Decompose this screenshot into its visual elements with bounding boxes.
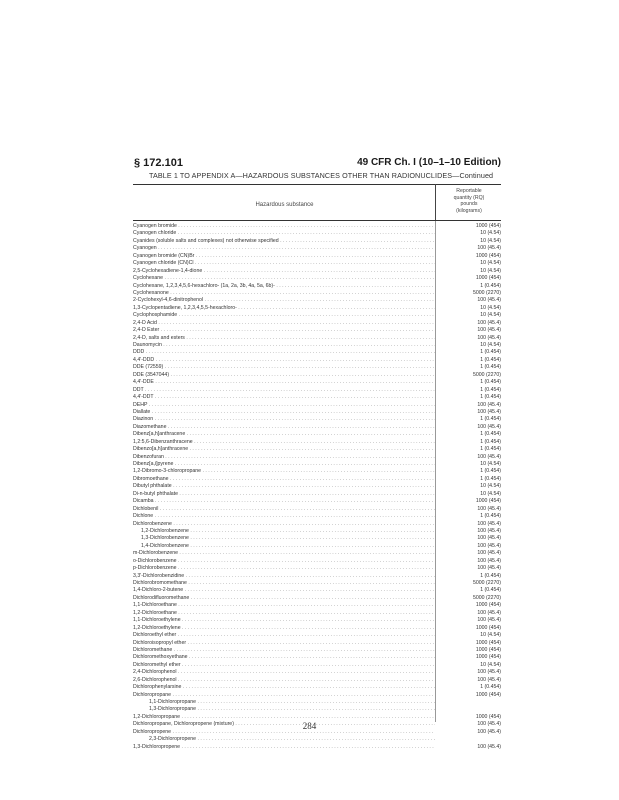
substance-name: Dichloropropane . . . — [133, 692, 435, 699]
substance-name: Dichlone . . . — [133, 513, 435, 520]
reportable-quantity: 100 (45.4) — [477, 297, 501, 304]
reportable-quantity: 100 (45.4) — [477, 423, 501, 430]
table-row — [133, 446, 501, 453]
table-row — [133, 312, 501, 319]
table-row — [133, 528, 501, 535]
table-row — [133, 342, 501, 349]
substance-name: 1,3-Dichloropropene . . . — [133, 744, 435, 751]
reportable-quantity: 1000 (454) — [475, 602, 501, 609]
reportable-quantity: 10 (4.54) — [480, 267, 501, 274]
table-row — [133, 461, 501, 468]
table-row — [133, 253, 501, 260]
table-row — [133, 327, 501, 334]
substance-name: Dichloroisopropyl ether . . . — [133, 640, 435, 647]
substance-name: Cyanogen bromide . . . — [133, 223, 435, 230]
reportable-quantity: 10 (4.54) — [480, 461, 501, 467]
reportable-quantity: 100 (45.4) — [477, 408, 501, 415]
table-row — [133, 416, 501, 423]
reportable-quantity: 1 (0.454) — [480, 572, 501, 579]
substance-name: 1,2-Dichlorobenzene . . . — [133, 528, 435, 535]
substance-name: Diazinon . . . — [133, 416, 435, 423]
substance-name: DDE (3547044) . . . — [133, 372, 435, 379]
table-row — [133, 595, 501, 602]
table-row — [133, 744, 501, 751]
column-header-rq — [437, 188, 501, 214]
substance-name: Dichlobenil . . . — [133, 506, 435, 513]
reportable-quantity: 100 (45.4) — [477, 453, 501, 460]
reportable-quantity: 100 (45.4) — [477, 565, 501, 572]
reportable-quantity: 100 (45.4) — [477, 676, 501, 683]
substance-name: 4,4'-DDD . . . — [133, 357, 435, 364]
substance-name: Dichlorophenylarsine . . . — [133, 684, 435, 691]
table-row — [133, 699, 501, 706]
substance-name: DDT . . . — [133, 387, 435, 394]
substance-name: 1,4-Dichloro-2-butene . . . — [133, 587, 435, 594]
reportable-quantity: 10 (4.54) — [480, 342, 501, 348]
table-row — [133, 431, 501, 438]
substance-name: DDE (72559) . . . — [133, 364, 435, 371]
reportable-quantity: 100 (45.4) — [477, 245, 501, 252]
table-row — [133, 647, 501, 654]
table-row — [133, 283, 501, 290]
table-row — [133, 573, 501, 580]
table-row — [133, 669, 501, 676]
reportable-quantity: 10 (4.54) — [480, 230, 501, 237]
reportable-quantity: 10 (4.54) — [480, 312, 501, 319]
table-row — [133, 335, 501, 342]
reportable-quantity: 10 (4.54) — [480, 490, 501, 497]
substance-name: 1,2:5,6-Dibenzanthracene . . . — [133, 439, 435, 446]
reportable-quantity: 1 (0.454) — [480, 416, 501, 423]
substance-name: Dibutyl phthalate . . . — [133, 483, 435, 490]
table-row — [133, 662, 501, 669]
table-row — [133, 476, 501, 483]
reportable-quantity: 1000 (454) — [475, 624, 501, 631]
column-header-substance: Hazardous substance — [255, 202, 314, 208]
reportable-quantity: 1 (0.454) — [480, 356, 501, 363]
substance-name: Di-n-butyl phthalate . . . — [133, 491, 435, 498]
table-row — [133, 454, 501, 461]
substance-name: m-Dichlorobenzene . . . — [133, 550, 435, 557]
reportable-quantity: 1 (0.454) — [480, 282, 501, 289]
substance-name: 1,2-Dibromo-3-chloropropane . . . — [133, 468, 435, 475]
substance-name: Dichloromethoxyethane . . . — [133, 654, 435, 661]
substance-name: Dichloroethyl ether . . . — [133, 632, 435, 639]
header-bottom-rule — [133, 220, 501, 221]
substance-name: p-Dichlorobenzene . . . — [133, 565, 435, 572]
reportable-quantity: 100 (45.4) — [477, 542, 501, 549]
table-row — [133, 602, 501, 609]
substance-name: Cyclohexane, 1,2,3,4,5,6-hexachloro- (1a, 2a, 3b, 4a, 5a, 6b)- . . . — [133, 283, 435, 290]
reportable-quantity: 100 (45.4) — [477, 401, 501, 408]
table-row — [133, 297, 501, 304]
table-title: TABLE 1 TO APPENDIX A—HAZARDOUS SUBSTANCES OTHER THAN RADIONUCLIDES—Continued — [149, 171, 494, 180]
substance-name: Dichloropropane, Dichloropropene (mixture) . . . — [133, 721, 435, 728]
table-row — [133, 379, 501, 386]
substance-name: Cyanogen . . . — [133, 245, 435, 252]
reportable-quantity: 100 (45.4) — [477, 319, 501, 326]
table-row — [133, 468, 501, 475]
reportable-quantity: 1000 (454) — [475, 691, 501, 698]
table-row — [133, 677, 501, 684]
table-row — [133, 402, 501, 409]
substance-name: 1,2-Dichloropropane . . . — [133, 714, 435, 721]
table-row — [133, 706, 501, 713]
table-row — [133, 565, 501, 572]
table-row — [133, 617, 501, 624]
reportable-quantity: 100 (45.4) — [477, 520, 501, 527]
substance-name: Dibenzofuran . . . — [133, 454, 435, 461]
substance-name: Dichlorobenzene . . . — [133, 521, 435, 528]
reportable-quantity: 100 (45.4) — [477, 505, 501, 512]
rq-header-line: pounds — [460, 201, 478, 208]
reportable-quantity: 1 (0.454) — [480, 364, 501, 371]
reportable-quantity: 1 (0.454) — [480, 513, 501, 520]
substance-name: 4,4'-DDE . . . — [133, 379, 435, 386]
substance-name: Dibromoethane . . . — [133, 476, 435, 483]
table-row — [133, 275, 501, 282]
reportable-quantity: 100 (45.4) — [477, 728, 501, 735]
substance-name: Dichloromethyl ether . . . — [133, 662, 435, 669]
substance-name: DDD . . . — [133, 349, 435, 356]
table-row — [133, 357, 501, 364]
table-row — [133, 543, 501, 550]
page-number: 284 — [302, 721, 317, 731]
substance-name: Dicamba . . . — [133, 498, 435, 505]
substance-name: 2-Cyclohexyl-4,6-dinitrophenol . . . — [133, 297, 435, 304]
reportable-quantity: 1000 (454) — [475, 713, 501, 720]
substance-name: 1,3-Dichloropropane . . . — [133, 706, 435, 713]
reportable-quantity: 100 (45.4) — [477, 743, 501, 750]
substance-name: 1,4-Dichlorobenzene . . . — [133, 543, 435, 550]
table-row — [133, 684, 501, 691]
substance-name: o-Dichlorobenzene . . . — [133, 558, 435, 565]
table-row — [133, 625, 501, 632]
table-row — [133, 305, 501, 312]
substance-name: 2,4-D Acid . . . — [133, 320, 435, 327]
table-row — [133, 238, 501, 245]
substance-name: Dichlorobromomethane . . . — [133, 580, 435, 587]
table-row — [133, 640, 501, 647]
substance-name: Cyanides (soluble salts and complexes) not otherwise specified . . . — [133, 238, 435, 245]
table-row — [133, 223, 501, 230]
substance-name: 2,6-Dichlorophenol . . . — [133, 677, 435, 684]
reportable-quantity: 5000 (2270) — [473, 371, 501, 378]
substance-name: Cyanogen chloride (CN)Cl . . . — [133, 260, 435, 267]
reportable-quantity: 1 (0.454) — [480, 684, 501, 691]
reportable-quantity: 100 (45.4) — [477, 327, 501, 334]
substance-name: 1,2-Dichloroethylene . . . — [133, 625, 435, 632]
table-row — [133, 320, 501, 327]
substance-name: 2,3-Dichloropropene . . . — [133, 736, 435, 743]
substance-name: Cyclohexanone . . . — [133, 290, 435, 297]
reportable-quantity: 10 (4.54) — [480, 632, 501, 639]
reportable-quantity: 1 (0.454) — [480, 475, 501, 482]
reportable-quantity: 100 (45.4) — [477, 557, 501, 564]
reportable-quantity: 1 (0.454) — [480, 468, 501, 475]
reportable-quantity: 1 (0.454) — [480, 379, 501, 386]
substance-name: Dichloromethane . . . — [133, 647, 435, 654]
reportable-quantity: 1000 (454) — [475, 223, 501, 229]
reportable-quantity: 10 (4.54) — [480, 661, 501, 668]
reportable-quantity: 1 (0.454) — [480, 438, 501, 445]
table-row — [133, 587, 501, 594]
section-number: § 172.101 — [134, 157, 183, 169]
reportable-quantity: 10 (4.54) — [480, 260, 501, 267]
table-row — [133, 558, 501, 565]
table-row — [133, 483, 501, 490]
substance-name: 1,3-Dichlorobenzene . . . — [133, 535, 435, 542]
table-row — [133, 692, 501, 699]
reportable-quantity: 1000 (454) — [475, 646, 501, 653]
reportable-quantity: 1 (0.454) — [480, 394, 501, 401]
reportable-quantity: 1000 (454) — [475, 275, 501, 282]
rq-header-line: (kilograms) — [456, 207, 482, 214]
reportable-quantity: 100 (45.4) — [477, 609, 501, 616]
reportable-quantity: 1 (0.454) — [480, 446, 501, 453]
table-row — [133, 394, 501, 401]
substance-name: 1,2-Dichloroethane . . . — [133, 610, 435, 617]
reportable-quantity: 1 (0.454) — [480, 386, 501, 393]
reportable-quantity: 100 (45.4) — [477, 617, 501, 624]
table-row — [133, 349, 501, 356]
table-row — [133, 513, 501, 520]
substance-name: 2,4-D Ester . . . — [133, 327, 435, 334]
substance-name: 2,4-Dichlorophenol . . . — [133, 669, 435, 676]
substance-name: DEHP . . . — [133, 402, 435, 409]
substance-name: Dichloropropene . . . — [133, 729, 435, 736]
substance-name: Dibenz[a,h]anthracene . . . — [133, 431, 435, 438]
reportable-quantity: 100 (45.4) — [477, 535, 501, 542]
substance-name: Diallate . . . — [133, 409, 435, 416]
table-row — [133, 260, 501, 267]
table-row — [133, 268, 501, 275]
substance-name: Cyclohexane . . . — [133, 275, 435, 282]
table-row — [133, 521, 501, 528]
reportable-quantity: 10 (4.54) — [480, 483, 501, 490]
table-row — [133, 506, 501, 513]
substance-name: 1,1-Dichloroethylene . . . — [133, 617, 435, 624]
table-row — [133, 245, 501, 252]
substance-name: Cyclophosphamide . . . — [133, 312, 435, 319]
reportable-quantity: 100 (45.4) — [477, 527, 501, 534]
table-row — [133, 491, 501, 498]
table-row — [133, 387, 501, 394]
table-row — [133, 372, 501, 379]
substance-name: 4,4'-DDT . . . — [133, 394, 435, 401]
reportable-quantity: 100 (45.4) — [477, 669, 501, 676]
reportable-quantity: 1000 (454) — [475, 252, 501, 259]
substance-name: Daunomycin . . . — [133, 342, 435, 349]
substance-name: Dibenz[a,i]pyrene . . . — [133, 461, 435, 468]
reportable-quantity: 1 (0.454) — [480, 431, 501, 438]
substance-name: Dibenzo[a,h]anthracene . . . — [133, 446, 435, 453]
substance-name: 2,5-Cyclohexadiene-1,4-dione . . . — [133, 268, 435, 275]
substance-name: Dichlorodifluoromethane . . . — [133, 595, 435, 602]
table-row — [133, 439, 501, 446]
table-row — [133, 364, 501, 371]
table-top-rule — [133, 184, 501, 185]
table-row — [133, 424, 501, 431]
table-row — [133, 610, 501, 617]
reportable-quantity: 1 (0.454) — [480, 587, 501, 594]
substance-name: 3,3'-Dichlorobenzidine . . . — [133, 573, 435, 580]
table-row — [133, 409, 501, 416]
substance-name: Cyanogen bromide (CN)Br . . . — [133, 253, 435, 260]
substance-name: Cyanogen chloride . . . — [133, 230, 435, 237]
reportable-quantity: 10 (4.54) — [480, 304, 501, 311]
rq-header-line: Reportable — [456, 188, 482, 194]
substance-name: 1,1-Dichloropropane . . . — [133, 699, 435, 706]
table-row — [133, 535, 501, 542]
reportable-quantity: 1000 (454) — [475, 498, 501, 505]
substance-name: Diazomethane . . . — [133, 424, 435, 431]
reportable-quantity: 1000 (454) — [475, 639, 501, 646]
reportable-quantity: 100 (45.4) — [477, 550, 501, 557]
table-row — [133, 230, 501, 237]
table-row — [133, 550, 501, 557]
reportable-quantity: 100 (45.4) — [477, 721, 501, 728]
reportable-quantity: 5000 (2270) — [473, 289, 501, 296]
reportable-quantity: 10 (4.54) — [480, 237, 501, 244]
substance-name: 1,3-Cyclopentadiene, 1,2,3,4,5,5-hexachloro- . . . — [133, 305, 435, 312]
table-row — [133, 736, 501, 743]
running-head-title: 49 CFR Ch. I (10–1–10 Edition) — [357, 157, 501, 168]
table-row — [133, 632, 501, 639]
table-body — [133, 223, 501, 751]
substance-name: 2,4-D, salts and esters . . . — [133, 335, 435, 342]
reportable-quantity: 1000 (454) — [475, 654, 501, 661]
table-row — [133, 498, 501, 505]
table-row — [133, 654, 501, 661]
substance-name: 1,1-Dichloroethane . . . — [133, 602, 435, 609]
reportable-quantity: 5000 (2270) — [473, 580, 501, 586]
table-row — [133, 290, 501, 297]
reportable-quantity: 5000 (2270) — [473, 594, 501, 601]
table-row — [133, 580, 501, 587]
rq-header-line: quantity (RQ) — [453, 194, 485, 201]
reportable-quantity: 1 (0.454) — [480, 349, 501, 356]
reportable-quantity: 100 (45.4) — [477, 334, 501, 341]
